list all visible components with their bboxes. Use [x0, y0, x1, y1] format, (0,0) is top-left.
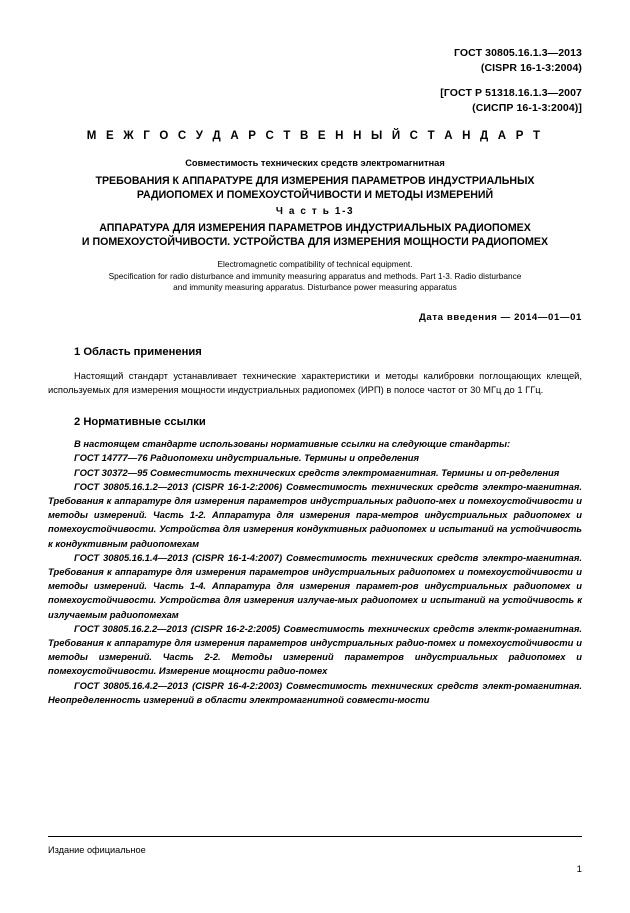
reference-item: ГОСТ 30805.16.4.2—2013 (CISPR 16-4-2:2003) Совместимость технических средств элект-ромагнитная. Неопределенность измерений в области электромагнитной совмести-мости	[48, 679, 582, 705]
document-body	[48, 346, 582, 707]
footer-divider	[48, 836, 582, 837]
title-english-line-3: and immunity measuring apparatus. Disturbance power measuring apparatus	[173, 282, 457, 292]
standard-code-block	[440, 46, 582, 116]
reference-item: ГОСТ 30372—95 Совместимость технических средств электромагнитная. Термины и оп-ределения	[74, 466, 560, 478]
section-2-intro: В настоящем стандарте использованы нормативные ссылки на следующие стандарты:	[74, 438, 511, 450]
title-main2-line-2: И ПОМЕХОУСТОЙЧИВОСТИ. УСТРОЙСТВА ДЛЯ ИЗМЕРЕНИЯ МОЩНОСТИ РАДИОПОМЕХ	[81, 236, 549, 248]
title-main-line-2: РАДИОПОМЕХ И ПОМЕХОУСТОЙЧИВОСТИ И МЕТОДЫ ИЗМЕРЕНИЙ	[136, 189, 494, 201]
standard-code-line-1: ГОСТ 30805.16.1.3—2013	[454, 47, 582, 59]
reference-item: ГОСТ 14777—76 Радиопомехи индустриальные. Термины и определения	[74, 452, 420, 464]
effective-date: Дата введения — 2014—01—01	[419, 312, 582, 323]
page-number: 1	[576, 864, 582, 875]
title-english-block	[52, 259, 578, 294]
official-edition-label: Издание официальное	[48, 845, 146, 855]
interstate-standard-banner: М Е Ж Г О С У Д А Р С Т В Е Н Н Ы Й С Т А Н Д А Р Т	[86, 130, 544, 142]
reference-item: ГОСТ 30805.16.1.4—2013 (CISPR 16-1-4:2007) Совместимость технических средств электро-магнитная. Требования к аппаратуре для измерения параметров индустриальных радиопомех и помехоустойчивости и методы измерений. Часть 1-4. Аппаратура для измерения парамет-ров индустриальных радиопомех и помехоустойчивости. Устройства для измерения излучае-мых радиопомех и испытаний на устойчивость к излучаемым радиопомехам	[48, 551, 582, 620]
normative-references-list	[48, 451, 582, 707]
reference-item: ГОСТ 30805.16.2.2—2013 (CISPR 16-2-2:2005) Совместимость технических средств электк-ромагнитная. Требования к аппаратуре для измерения параметров индустриальных радио-помех и помехоустойчивости и методы измерений. Часть 2-2. Методы измерений параметров индустриальных радиопомех и помехоустойчивости. Измерение мощности радио-помех	[48, 622, 582, 677]
standard-code-line-4: (СИСПР 16-1-3:2004)]	[472, 102, 582, 114]
title-main-line-1: ТРЕБОВАНИЯ К АППАРАТУРЕ ДЛЯ ИЗМЕРЕНИЯ ПАРАМЕТРОВ ИНДУСТРИАЛЬНЫХ	[95, 175, 535, 187]
title-english-line-1: Electromagnetic compatibility of technical equipment.	[217, 259, 413, 269]
title-subtitle: Совместимость технических средств электромагнитная	[185, 158, 445, 168]
reference-item: ГОСТ 30805.16.1.2—2013 (CISPR 16-1-2:2006) Совместимость технических средств электро-магнитная. Требования к аппаратуре для измерения параметров индустриальных радиопо-мех и помехоустойчивости и методы измерений. Часть 1-2. Аппаратура для измерения пара-метров индустриальных радиопомех и помехоустойчивости. Устройства для измерения кондуктивных радиопомех и испытаний на устойчивость к кондуктивным радиопомехам	[48, 480, 582, 549]
standard-code-line-2: (CISPR 16-1-3:2004)	[480, 62, 582, 74]
section-2-heading: 2 Нормативные ссылки	[74, 416, 206, 429]
section-1-heading: 1 Область применения	[74, 346, 202, 358]
title-block	[52, 158, 578, 294]
title-english-line-2: Specification for radio disturbance and immunity measuring apparatus and methods. Part 1-3. Radio disturbance	[108, 270, 522, 281]
title-main2-line-1: АППАРАТУРА ДЛЯ ИЗМЕРЕНИЯ ПАРАМЕТРОВ ИНДУСТРИАЛЬНЫХ РАДИОПОМЕХ	[99, 222, 531, 234]
title-part: Ч а с т ь 1-3	[275, 206, 355, 217]
standard-code-line-3: [ГОСТ Р 51318.16.1.3—2007	[440, 87, 582, 99]
section-1-paragraph: Настоящий стандарт устанавливает технические характеристики и методы калибровки поглощающих клещей, используемых для измерения мощности индустриальных радиопомех (ИРП) в полосе частот от 30 МГц до 1 ГГц.	[48, 370, 582, 395]
code-spacer	[440, 76, 582, 86]
